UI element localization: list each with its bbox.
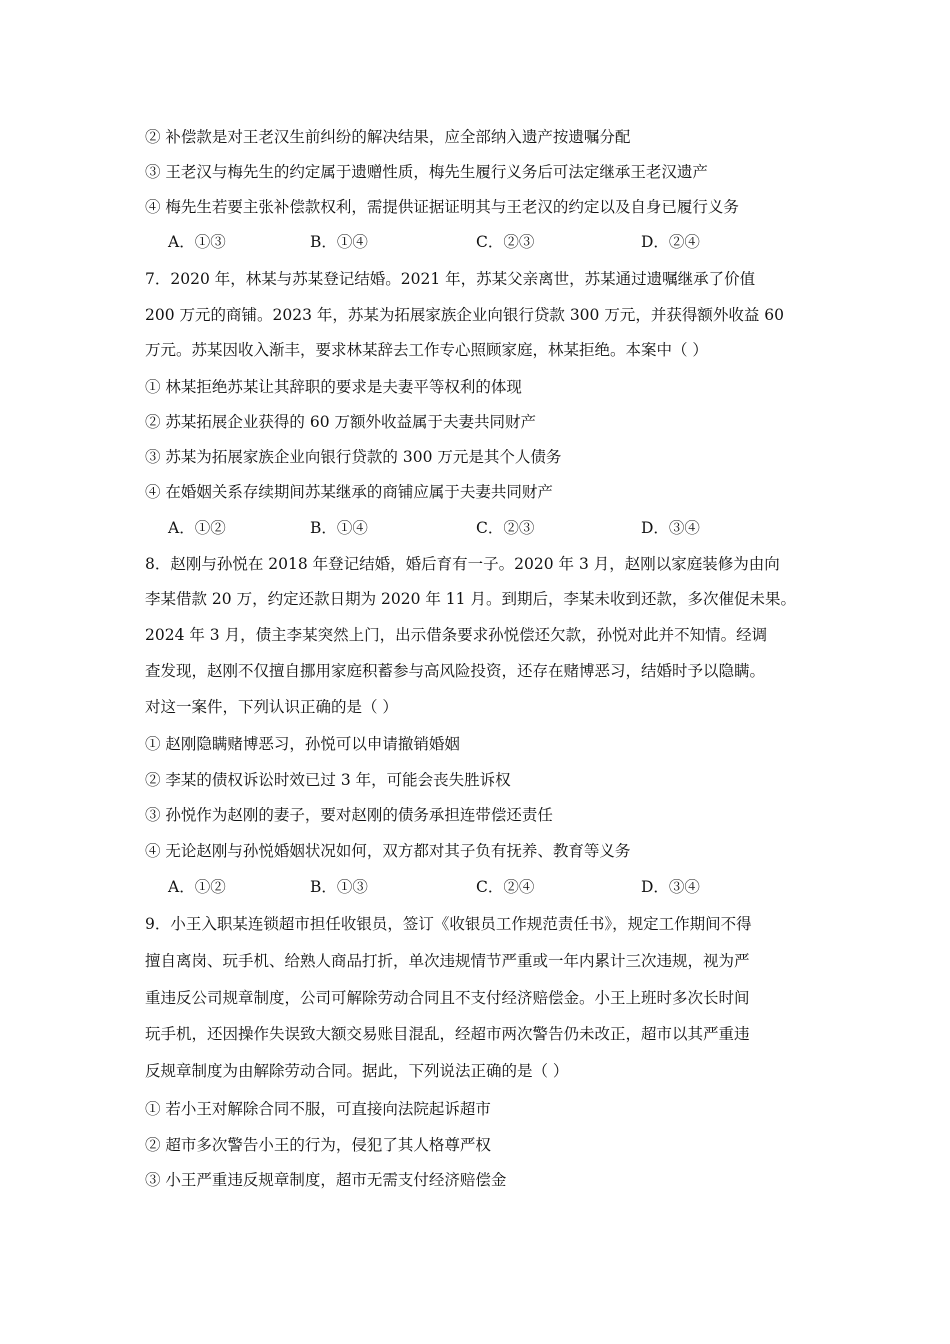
q6-option-b: B．①④ (310, 233, 368, 251)
q8-option-c: C．②④ (476, 878, 535, 896)
q6-options (0, 232, 950, 252)
q7-option-a: A．①② (168, 519, 226, 537)
q8-option-b: B．①③ (310, 878, 368, 896)
q7-statement-2: ② 苏某拓展企业获得的 60 万额外收益属于夫妻共同财产 (145, 413, 537, 431)
q7-options (0, 518, 950, 538)
q7-stem-line-2: 200 万元的商铺。2023 年，苏某为拓展家族企业向银行贷款 300 万元，并获得额外收益 60 (145, 306, 784, 324)
q8-statement-1: ① 赵刚隐瞒赌博恶习，孙悦可以申请撤销婚姻 (145, 735, 460, 753)
q8-option-d: D．③④ (641, 878, 700, 896)
q6-option-d: D．②④ (641, 233, 700, 251)
q8-stem-line-4: 查发现，赵刚不仅擅自挪用家庭积蓄参与高风险投资，还存在赌博恶习，结婚时予以隐瞒。 (145, 662, 766, 680)
q8-statement-4: ④ 无论赵刚与孙悦婚姻状况如何，双方都对其子负有抚养、教育等义务 (145, 842, 631, 860)
q7-option-c: C．②③ (476, 519, 535, 537)
q7-statement-4: ④ 在婚姻关系存续期间苏某继承的商铺应属于夫妻共同财产 (145, 483, 553, 501)
q8-statement-2: ② 李某的债权诉讼时效已过 3 年，可能会丧失胜诉权 (145, 771, 511, 789)
q8-stem-line-2: 李某借款 20 万，约定还款日期为 2020 年 11 月。到期后，李某未收到还款，多次催促未果。 (145, 590, 796, 608)
q6-statement-2: ② 补偿款是对王老汉生前纠纷的解决结果，应全部纳入遗产按遗嘱分配 (145, 128, 631, 146)
q9-statement-3: ③ 小王严重违反规章制度，超市无需支付经济赔偿金 (145, 1171, 507, 1189)
q9-stem-line-4: 玩手机，还因操作失误致大额交易账目混乱，经超市两次警告仍未改正，超市以其严重违 (145, 1025, 750, 1043)
q8-statement-3: ③ 孙悦作为赵刚的妻子，要对赵刚的债务承担连带偿还责任 (145, 806, 553, 824)
q8-stem-line-5: 对这一案件，下列认识正确的是（ ） (145, 698, 398, 716)
q7-option-b: B．①④ (310, 519, 368, 537)
q7-stem-line-1: 7．2020 年，林某与苏某登记结婚。2021 年，苏某父亲离世，苏某通过遗嘱继承了价值 (145, 270, 756, 288)
q8-stem-line-3: 2024 年 3 月，债主李某突然上门，出示借条要求孙悦偿还欠款，孙悦对此并不知情。经调 (145, 626, 768, 644)
q9-stem-line-5: 反规章制度为由解除劳动合同。据此，下列说法正确的是（ ） (145, 1062, 569, 1080)
q7-stem-line-3: 万元。苏某因收入渐丰，要求林某辞去工作专心照顾家庭，林某拒绝。本案中（ ） (145, 341, 708, 359)
q8-options (0, 877, 950, 897)
q6-statement-4: ④ 梅先生若要主张补偿款权利，需提供证据证明其与王老汉的约定以及自身已履行义务 (145, 198, 739, 216)
q9-statement-1: ① 若小王对解除合同不服，可直接向法院起诉超市 (145, 1100, 491, 1118)
q6-statement-3: ③ 王老汉与梅先生的约定属于遗赠性质，梅先生履行义务后可法定继承王老汉遗产 (145, 163, 708, 181)
q8-option-a: A．①② (168, 878, 226, 896)
q6-option-c: C．②③ (476, 233, 535, 251)
q9-statement-2: ② 超市多次警告小王的行为，侵犯了其人格尊严权 (145, 1136, 491, 1154)
q7-option-d: D．③④ (641, 519, 700, 537)
q7-statement-1: ① 林某拒绝苏某让其辞职的要求是夫妻平等权利的体现 (145, 378, 522, 396)
q9-stem-line-3: 重违反公司规章制度，公司可解除劳动合同且不支付经济赔偿金。小王上班时多次长时间 (145, 989, 750, 1007)
q7-statement-3: ③ 苏某为拓展家族企业向银行贷款的 300 万元是其个人债务 (145, 448, 562, 466)
q9-stem-line-2: 擅自离岗、玩手机、给熟人商品打折，单次违规情节严重或一年内累计三次违规，视为严 (145, 952, 750, 970)
q9-stem-line-1: 9．小王入职某连锁超市担任收银员，签订《收银员工作规范责任书》，规定工作期间不得 (145, 915, 752, 933)
q8-stem-line-1: 8．赵刚与孙悦在 2018 年登记结婚，婚后育有一子。2020 年 3 月，赵刚以家庭装修为由向 (145, 555, 780, 573)
q6-option-a: A．①③ (168, 233, 226, 251)
